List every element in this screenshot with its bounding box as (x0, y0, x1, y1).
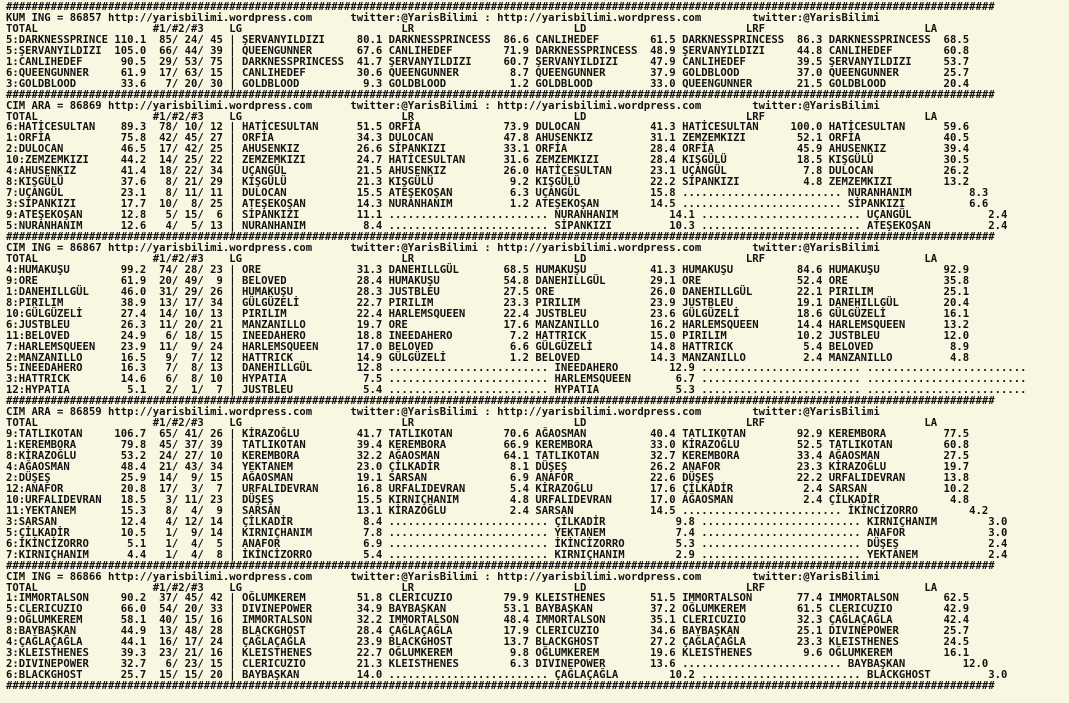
result-row: 10:GÜLGÜZELİ 27.4 14/ 10/ 13 | PIRILIM 22.4 HARLEMSQUEEN 22.4 JUSTBLEU 23.6 GÜLGÜZELİ 18.6 GÜLGÜZELİ 16.1 (6, 307, 970, 320)
result-row: 10:ZEMZEMKIZI 44.2 14/ 25/ 22 | ZEMZEMKIZI 24.7 HATİCESULTAN 31.6 ZEMZEMKIZI 28.4 KIŞGÜLÜ 18.5 KIŞGÜLÜ 30.5 (6, 154, 970, 167)
result-row: 4:AHUSENKIZ 41.4 18/ 22/ 34 | UÇANGÜL 21.5 AHUSENKIZ 26.0 HATİCESULTAN 23.1 UÇANGÜL 7.8 DULOCAN 26.2 (6, 165, 970, 178)
result-row: 9:OĞLUMKEREM 58.1 40/ 15/ 16 | IMMORTALSON 32.2 IMMORTALSON 48.4 IMMORTALSON 35.1 CLERICUZIO 32.3 ÇAĞLAÇAĞLA 42.4 (6, 614, 970, 627)
result-row: 5:NURANHANIM 12.6 4/ 5/ 13 | NURANHANIM 8.4 ......................... SİPANKIZI 10.3 ......................... ATEŞEKOŞAN 2.4 (6, 220, 1008, 233)
result-row: 9:TATLIKOTAN 106.7 65/ 41/ 26 | KİRAZOĞLU 41.7 TATLIKOTAN 70.6 AĞAOSMAN 40.4 TATLIKOTAN 92.9 KEREMBORA 77.5 (6, 428, 970, 441)
result-row: 3:KLEISTHENES 39.3 23/ 21/ 16 | KLEISTHENES 22.7 OĞLUMKEREM 9.8 OĞLUMKEREM 19.6 KLEISTHENES 9.6 OĞLUMKEREM 16.1 (6, 647, 970, 660)
result-row: 12:HYPATIA 5.1 2/ 1/ 7 | JUSTBLEU 5.4 ......................... HYPATIA 5.3 ......................... ......................... (6, 384, 1027, 397)
result-row: 8:PIRILIM 38.9 13/ 17/ 34 | GÜLGÜZELİ 22.7 PIRILIM 23.3 PIRILIM 23.9 JUSTBLEU 19.1 DANEHILLGÜL 20.4 (6, 296, 970, 309)
result-row: 5:INEEDAHERO 16.3 7/ 8/ 13 | DANEHILLGÜL 12.8 ......................... INEEDAHERO 12.9 ......................... ......................... (6, 362, 1027, 375)
result-row: 11:BELOVED 24.9 6/ 18/ 15 | INEEDAHERO 18.8 INEEDAHERO 7.2 HATTRICK 15.0 PIRILIM 10.2 JUSTBLEU 12.0 (6, 329, 970, 342)
result-row: 5:DARKNESSPRINCE 110.1 85/ 24/ 45 | ŞERVANYILDIZI 80.1 DARKNESSPRINCESS 86.6 CANLIHEDEF 61.5 DARKNESSPRINCESS 86.3 DARKNESSPRINCESS 68.5 (6, 33, 970, 46)
result-row: 7:UÇANGÜL 23.1 8/ 11/ 11 | DULOCAN 15.5 ATEŞEKOŞAN 6.3 UÇANGÜL 15.8 ......................... NURANHANIM 8.3 (6, 187, 989, 200)
separator-line: ########################################################################################################################################################### (6, 680, 995, 693)
separator-line: ########################################################################################################################################################### (6, 231, 995, 244)
result-row: 6:HATİCESULTAN 89.3 78/ 10/ 12 | HATİCESULTAN 51.5 ORFİA 73.9 DULOCAN 41.3 HATİCESULTAN 100.0 HATİCESULTAN 59.6 (6, 121, 970, 134)
result-row: 8:BAYBAŞKAN 44.9 13/ 48/ 28 | BLACKGHOST 28.4 ÇAĞLAÇAĞLA 17.9 CLERICUZIO 34.6 BAYBAŞKAN 25.1 DIVINEPOWER 25.7 (6, 625, 970, 638)
result-row: 7:KIRNIÇHANIM 4.4 1/ 4/ 8 | İKİNCİZORRO 5.4 ......................... KIRNIÇHANIM 2.9 ......................... YEKTANEM 2.4 (6, 548, 1008, 561)
result-row: 3:HATTRICK 14.6 6/ 8/ 10 | HYPATIA 7.5 ......................... HARLEMSQUEEN 6.7 ......................... ......................... (6, 373, 1027, 386)
separator-line: ########################################################################################################################################################### (6, 395, 995, 408)
separator-line: ########################################################################################################################################################### (6, 559, 995, 572)
column-header: TOTAL #1/#2/#3 LG LR LD LRF LA (6, 417, 938, 430)
result-row: 2:DIVINEPOWER 32.7 6/ 23/ 15 | CLERICUZIO 21.3 KLEISTHENES 6.3 DIVINEPOWER 13.6 ......................... BAYBAŞKAN 12.0 (6, 658, 989, 671)
race-header: CIM ING = 86867 http://yarisbilimi.wordpress.com twitter:@YarisBilimi : http://yarisbilimi.wordpress.com twitter:@YarisBilimi (6, 241, 880, 254)
result-row: 5:CLERICUZIO 66.0 54/ 20/ 33 | DIVINEPOWER 34.9 BAYBAŞKAN 53.1 BAYBAŞKAN 37.2 OĞLUMKEREM 61.5 CLERICUZIO 42.9 (6, 603, 970, 616)
result-row: 2:DULOCAN 46.5 17/ 42/ 25 | AHUSENKIZ 26.6 SİPANKIZI 33.1 ORFİA 28.4 ORFİA 45.9 AHUSENKIZ 39.4 (6, 143, 970, 156)
separator-line: ########################################################################################################################################################### (6, 88, 995, 101)
result-row: 3:SİPANKIZI 17.7 10/ 8/ 25 | ATEŞEKOŞAN 14.3 NURANHANIM 1.2 ATEŞEKOŞAN 14.5 ......................... SİPANKIZI 6.6 (6, 198, 989, 211)
race-header: KUM ING = 86857 http://yarisbilimi.wordpress.com twitter:@YarisBilimi : http://yarisbilimi.wordpress.com twitter:@YarisBilimi (6, 11, 880, 24)
result-row: 12:ANAFOR 20.8 17/ 3/ 7 | URFALIDEVRAN 16.8 URFALIDEVRAN 5.4 KİRAZOĞLU 17.6 ÇİLKADİR 2.4 SARSAN 10.2 (6, 482, 970, 495)
result-row: 5:ÇİLKADİR 10.5 1/ 9/ 14 | KIRNIÇHANIM 7.8 ......................... YEKTANEM 7.4 ......................... ANAFOR 3.0 (6, 526, 1008, 539)
race-header: CIM ARA = 86869 http://yarisbilimi.wordpress.com twitter:@YarisBilimi : http://yarisbilimi.wordpress.com twitter:@YarisBilimi (6, 99, 880, 112)
column-header: TOTAL #1/#2/#3 LG LR LD LRF LA (6, 581, 938, 594)
result-row: 5:ŞERVANYILDIZI 105.0 66/ 44/ 39 | QUEENGUNNER 67.6 CANLIHEDEF 71.9 DARKNESSPRINCESS 48.9 ŞERVANYILDIZI 44.8 CANLIHEDEF 60.8 (6, 44, 970, 57)
race-header: CIM ARA = 86859 http://yarisbilimi.wordpress.com twitter:@YarisBilimi : http://yarisbilimi.wordpress.com twitter:@YarisBilimi (6, 406, 880, 419)
result-row: 4:HUMAKUŞU 99.2 74/ 28/ 23 | ORE 31.3 DANEHILLGÜL 68.5 HUMAKUŞU 41.3 HUMAKUŞU 84.6 HUMAKUŞU 92.9 (6, 263, 970, 276)
result-row: 8:KİRAZOĞLU 53.2 24/ 27/ 10 | KEREMBORA 32.2 AĞAOSMAN 64.1 TATLIKOTAN 32.7 KEREMBORA 33.4 AĞAOSMAN 27.5 (6, 450, 970, 463)
result-row: 6:İKİNCİZORRO 5.1 1/ 4/ 5 | ANAFOR 6.9 ......................... İKİNCİZORRO 5.3 ......................... DÜŞEŞ 2.4 (6, 537, 1008, 550)
result-row: 2:MANZANILLO 16.5 9/ 7/ 12 | HATTRICK 14.9 GÜLGÜZELİ 1.2 BELOVED 14.3 MANZANILLO 2.4 MANZANILLO 4.8 (6, 351, 970, 364)
result-row: 8:KIŞGÜLÜ 37.6 8/ 21/ 29 | KIŞGÜLÜ 21.3 KIŞGÜLÜ 9.2 KIŞGÜLÜ 22.2 SİPANKIZI 4.8 ZEMZEMKIZI 13.2 (6, 176, 970, 189)
column-header: TOTAL #1/#2/#3 LG LR LD LRF LA (6, 252, 938, 265)
result-row: 9:ORE 61.9 20/ 49/ 9 | BELOVED 28.4 HUMAKUŞU 54.8 DANEHILLGÜL 29.1 ORE 52.4 ORE 35.8 (6, 274, 970, 287)
result-row: 1:KEREMBORA 79.8 45/ 37/ 39 | TATLIKOTAN 39.4 KEREMBORA 66.9 KEREMBORA 33.0 KİRAZOĞLU 52.5 TATLIKOTAN 60.8 (6, 439, 970, 452)
result-row: 3:GOLDBLOOD 33.6 7/ 20/ 30 | GOLDBLOOD 9.3 GOLDBLOOD 1.2 GOLDBLOOD 33.0 QUEENGUNNER 21.5 GOLDBLOOD 20.4 (6, 77, 970, 90)
result-row: 1:ORFİA 75.8 42/ 45/ 27 | ORFİA 34.3 DULOCAN 47.8 AHUSENKIZ 31.1 ZEMZEMKIZI 52.1 ORFİA 40.5 (6, 132, 970, 145)
column-header: TOTAL #1/#2/#3 LG LR LD LRF LA (6, 22, 938, 35)
result-row: 10:URFALIDEVRAN 18.5 3/ 11/ 23 | DÜŞEŞ 15.5 KIRNIÇHANIM 4.8 URFALIDEVRAN 17.0 AĞAOSMAN 2.4 ÇİLKADİR 4.8 (6, 493, 970, 506)
result-row: 6:JUSTBLEU 26.3 11/ 20/ 21 | MANZANILLO 19.7 ORE 17.6 MANZANILLO 16.2 HARLEMSQUEEN 14.4 HARLEMSQUEEN 13.2 (6, 318, 970, 331)
result-row: 4:AĞAOSMAN 48.4 21/ 43/ 34 | YEKTANEM 23.0 ÇİLKADİR 8.1 DÜŞEŞ 26.2 ANAFOR 23.3 KİRAZOĞLU 19.7 (6, 461, 970, 474)
column-header: TOTAL #1/#2/#3 LG LR LD LRF LA (6, 110, 938, 123)
result-row: 9:ATEŞEKOŞAN 12.8 5/ 15/ 6 | SİPANKIZI 11.1 ......................... NURANHANIM 14.1 ......................... UÇANGÜL 2.4 (6, 209, 1008, 222)
result-row: 1:CANLIHEDEF 90.5 29/ 53/ 75 | DARKNESSPRINCESS 41.7 ŞERVANYILDIZI 60.7 ŞERVANYILDIZI 47.9 CANLIHEDEF 39.5 ŞERVANYILDIZI 53.7 (6, 55, 970, 68)
result-row: 1:IMMORTALSON 90.2 37/ 45/ 42 | OĞLUMKEREM 51.8 CLERICUZIO 79.9 KLEISTHENES 51.5 IMMORTALSON 77.4 IMMORTALSON 62.5 (6, 592, 970, 605)
result-row: 4:ÇAĞLAÇAĞLA 44.1 16/ 17/ 24 | ÇAĞLAÇAĞLA 23.9 BLACKGHOST 13.7 BLACKGHOST 27.2 ÇAĞLAÇAĞLA 23.3 KLEISTHENES 24.5 (6, 636, 970, 649)
result-row: 7:HARLEMSQUEEN 23.9 11/ 9/ 24 | HARLEMSQUEEN 17.0 BELOVED 6.6 GÜLGÜZELİ 14.8 HATTRICK 5.4 BELOVED 8.9 (6, 340, 970, 353)
result-row: 11:YEKTANEM 15.3 8/ 4/ 9 | SARSAN 13.1 KİRAZOĞLU 2.4 SARSAN 14.5 ......................... İKİNCİZORRO 4.2 (6, 504, 989, 517)
result-row: 6:QUEENGUNNER 61.9 17/ 63/ 15 | CANLIHEDEF 30.6 QUEENGUNNER 8.7 QUEENGUNNER 37.9 GOLDBLOOD 37.0 QUEENGUNNER 25.7 (6, 66, 970, 79)
result-row: 3:SARSAN 12.4 4/ 12/ 14 | ÇİLKADİR 8.4 ......................... ÇİLKADİR 9.8 ......................... KIRNIÇHANIM 3.0 (6, 515, 1008, 528)
separator-line: ########################################################################################################################################################### (6, 1, 995, 13)
result-row: 6:BLACKGHOST 25.7 15/ 15/ 20 | BAYBAŞKAN 14.0 ......................... ÇAĞLAÇAĞLA 10.2 ......................... BLACKGHOST 3.0 (6, 669, 1008, 682)
result-row: 1:DANEHILLGÜL 46.0 31/ 29/ 26 | HUMAKUŞU 28.3 JUSTBLEU 27.5 ORE 26.0 DANEHILLGÜL 22.1 PIRILIM 25.1 (6, 285, 970, 298)
race-header: CIM ING = 86866 http://yarisbilimi.wordpress.com twitter:@YarisBilimi : http://yarisbilimi.wordpress.com twitter:@YarisBilimi (6, 570, 880, 583)
result-row: 2:DÜŞEŞ 25.9 14/ 9/ 15 | AĞAOSMAN 19.1 SARSAN 6.9 ANAFOR 22.6 DÜŞEŞ 22.2 URFALIDEVRAN 13.8 (6, 471, 970, 484)
